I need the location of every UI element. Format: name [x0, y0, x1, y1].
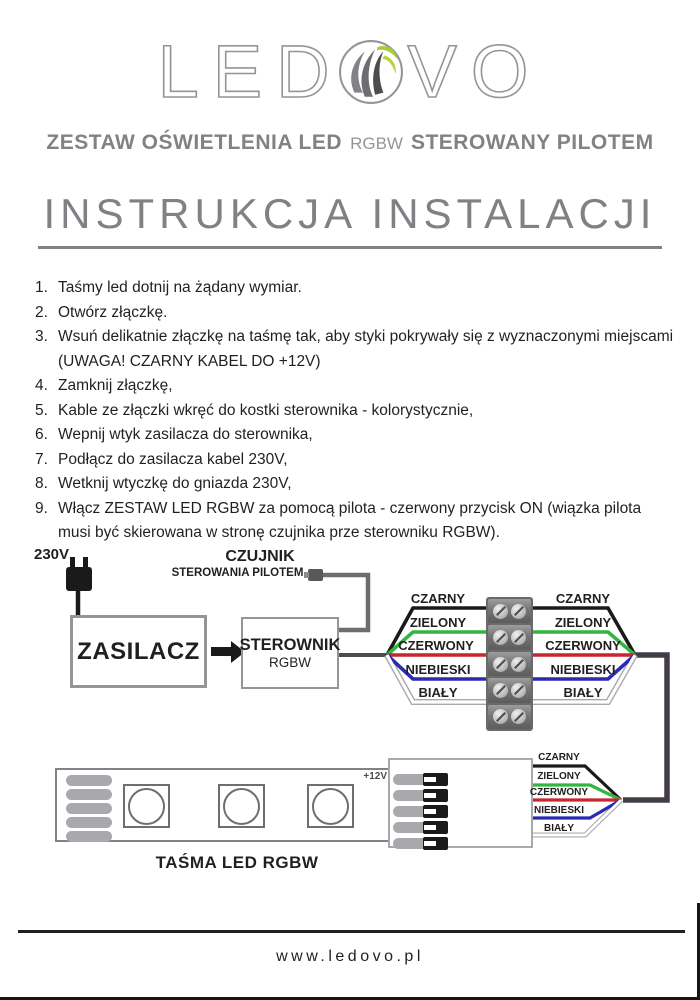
instruction-number: 3.	[35, 328, 48, 345]
subtitle-part2: STEROWANY PILOTEM	[410, 131, 654, 154]
plus12v-label: +12V	[363, 771, 387, 782]
wire-label-zielony-left: ZIELONY	[409, 615, 467, 630]
instruction-text: Wepnij wtyk zasilacza do sterownika,	[58, 426, 313, 443]
solder-pad	[66, 789, 112, 800]
strip-label: TAŚMA LED RGBW	[155, 853, 319, 872]
terminal-cell	[488, 705, 531, 729]
strip-wire-label-niebieski: NIEBIESKI	[533, 805, 584, 816]
solder-pad	[66, 831, 112, 842]
strip-wire-label-bialy: BIAŁY	[544, 823, 574, 834]
screw-icon	[511, 709, 526, 724]
instruction-text: Taśmy led dotnij na żądany wymiar.	[58, 279, 302, 296]
sensor-label-line1: CZUJNIK	[225, 548, 295, 565]
screw-icon	[493, 630, 508, 645]
strip-wire-label-zielony: ZIELONY	[537, 771, 581, 782]
sensor-connector-icon	[308, 569, 323, 581]
wire-label-niebieski-left: NIEBIESKI	[405, 662, 471, 677]
connector-pin	[423, 805, 448, 818]
instruction-number: 8.	[35, 475, 48, 492]
subtitle-part1: ZESTAW OŚWIETLENIA LED	[46, 131, 343, 154]
screw-icon	[511, 604, 526, 619]
terminal-cell	[488, 678, 531, 702]
instruction-number: 4.	[35, 377, 48, 394]
connector-pin	[423, 789, 448, 802]
sensor-label-line2: STEROWANIA PILOTEM	[171, 567, 304, 579]
solder-pad	[66, 775, 112, 786]
led-strip	[55, 768, 390, 842]
controller-label: STEROWNIK	[239, 636, 341, 654]
instruction-text: Zamknij złączkę,	[58, 377, 173, 394]
instruction-number: 2.	[35, 303, 48, 321]
led-chip	[123, 784, 170, 828]
screw-icon	[493, 683, 508, 698]
wire-label-czarny-right: CZARNY	[555, 591, 611, 606]
controller-sublabel: RGBW	[269, 655, 311, 670]
screw-icon	[511, 683, 526, 698]
wire-label-czerwony-right: CZERWONY	[545, 638, 621, 653]
strip-wire-label-czerwony: CZERWONY	[529, 787, 589, 798]
led-diode-icon	[128, 788, 165, 825]
terminal-block	[486, 597, 533, 731]
terminal-cell	[488, 652, 531, 676]
terminal-cell	[488, 625, 531, 649]
screw-icon	[493, 604, 508, 619]
screw-icon	[511, 657, 526, 672]
instruction-number: 7.	[35, 450, 48, 468]
logo-text-led: LED	[157, 30, 344, 113]
strip-wire-label-czarny: CZARNY	[538, 752, 580, 763]
solder-pad	[66, 817, 112, 828]
instruction-text: Podłącz do zasilacza kabel 230V,	[58, 450, 288, 468]
power-supply-label: ZASILACZ	[77, 637, 200, 665]
screw-icon	[511, 630, 526, 645]
mains-plug-icon	[66, 557, 92, 591]
led-chip	[218, 784, 265, 828]
wire-label-czarny-left: CZARNY	[410, 591, 466, 606]
footer-url: www.ledovo.pl	[276, 948, 424, 965]
controller-box	[241, 617, 339, 689]
power-supply-box	[70, 615, 207, 688]
instruction-number: 9.	[35, 499, 48, 517]
connector-pin	[423, 837, 448, 850]
screw-icon	[493, 709, 508, 724]
subtitle-rgbw: RGBW	[350, 134, 403, 153]
logo-text-vo: VO	[407, 30, 543, 113]
instruction-text: Wsuń delikatnie złączkę na taśmę tak, aby styki pokrywały się z wyznaczonymi miejscami (UWAGA! CZARNY KABEL DO +12V)	[58, 328, 674, 370]
terminal-cell	[488, 599, 531, 623]
solder-pad	[66, 803, 112, 814]
wire-label-czerwony-left: CZERWONY	[398, 638, 474, 653]
page-title: INSTRUKCJA INSTALACJI	[38, 190, 663, 249]
instruction-text: Włącz ZESTAW LED RGBW za pomocą pilota - czerwony przycisk ON (wiązka pilota musi być skierowana w stronę czujnika prze sterowniku RGBW).	[58, 499, 642, 541]
screw-icon	[493, 657, 508, 672]
wire-label-zielony-right: ZIELONY	[554, 615, 612, 630]
instruction-number: 6.	[35, 426, 48, 443]
connector-pin	[423, 821, 448, 834]
instruction-number: 1.	[35, 279, 48, 296]
wire-label-niebieski-right: NIEBIESKI	[550, 662, 616, 677]
instruction-text: Kable ze złączki wkręć do kostki sterownika - kolorystycznie,	[58, 401, 474, 419]
strip-connector	[388, 758, 533, 848]
instruction-text: Otwórz złączkę.	[58, 303, 168, 321]
led-diode-icon	[312, 788, 349, 825]
led-diode-icon	[223, 788, 260, 825]
instruction-number: 5.	[35, 401, 48, 419]
wire-label-bialy-right: BIAŁY	[563, 685, 603, 700]
wire-label-bialy-left: BIAŁY	[418, 685, 458, 700]
connector-pin	[423, 773, 448, 786]
instruction-text: Wetknij wtyczkę do gniazda 230V,	[58, 475, 292, 492]
led-chip	[307, 784, 354, 828]
voltage-label: 230V	[34, 546, 70, 563]
